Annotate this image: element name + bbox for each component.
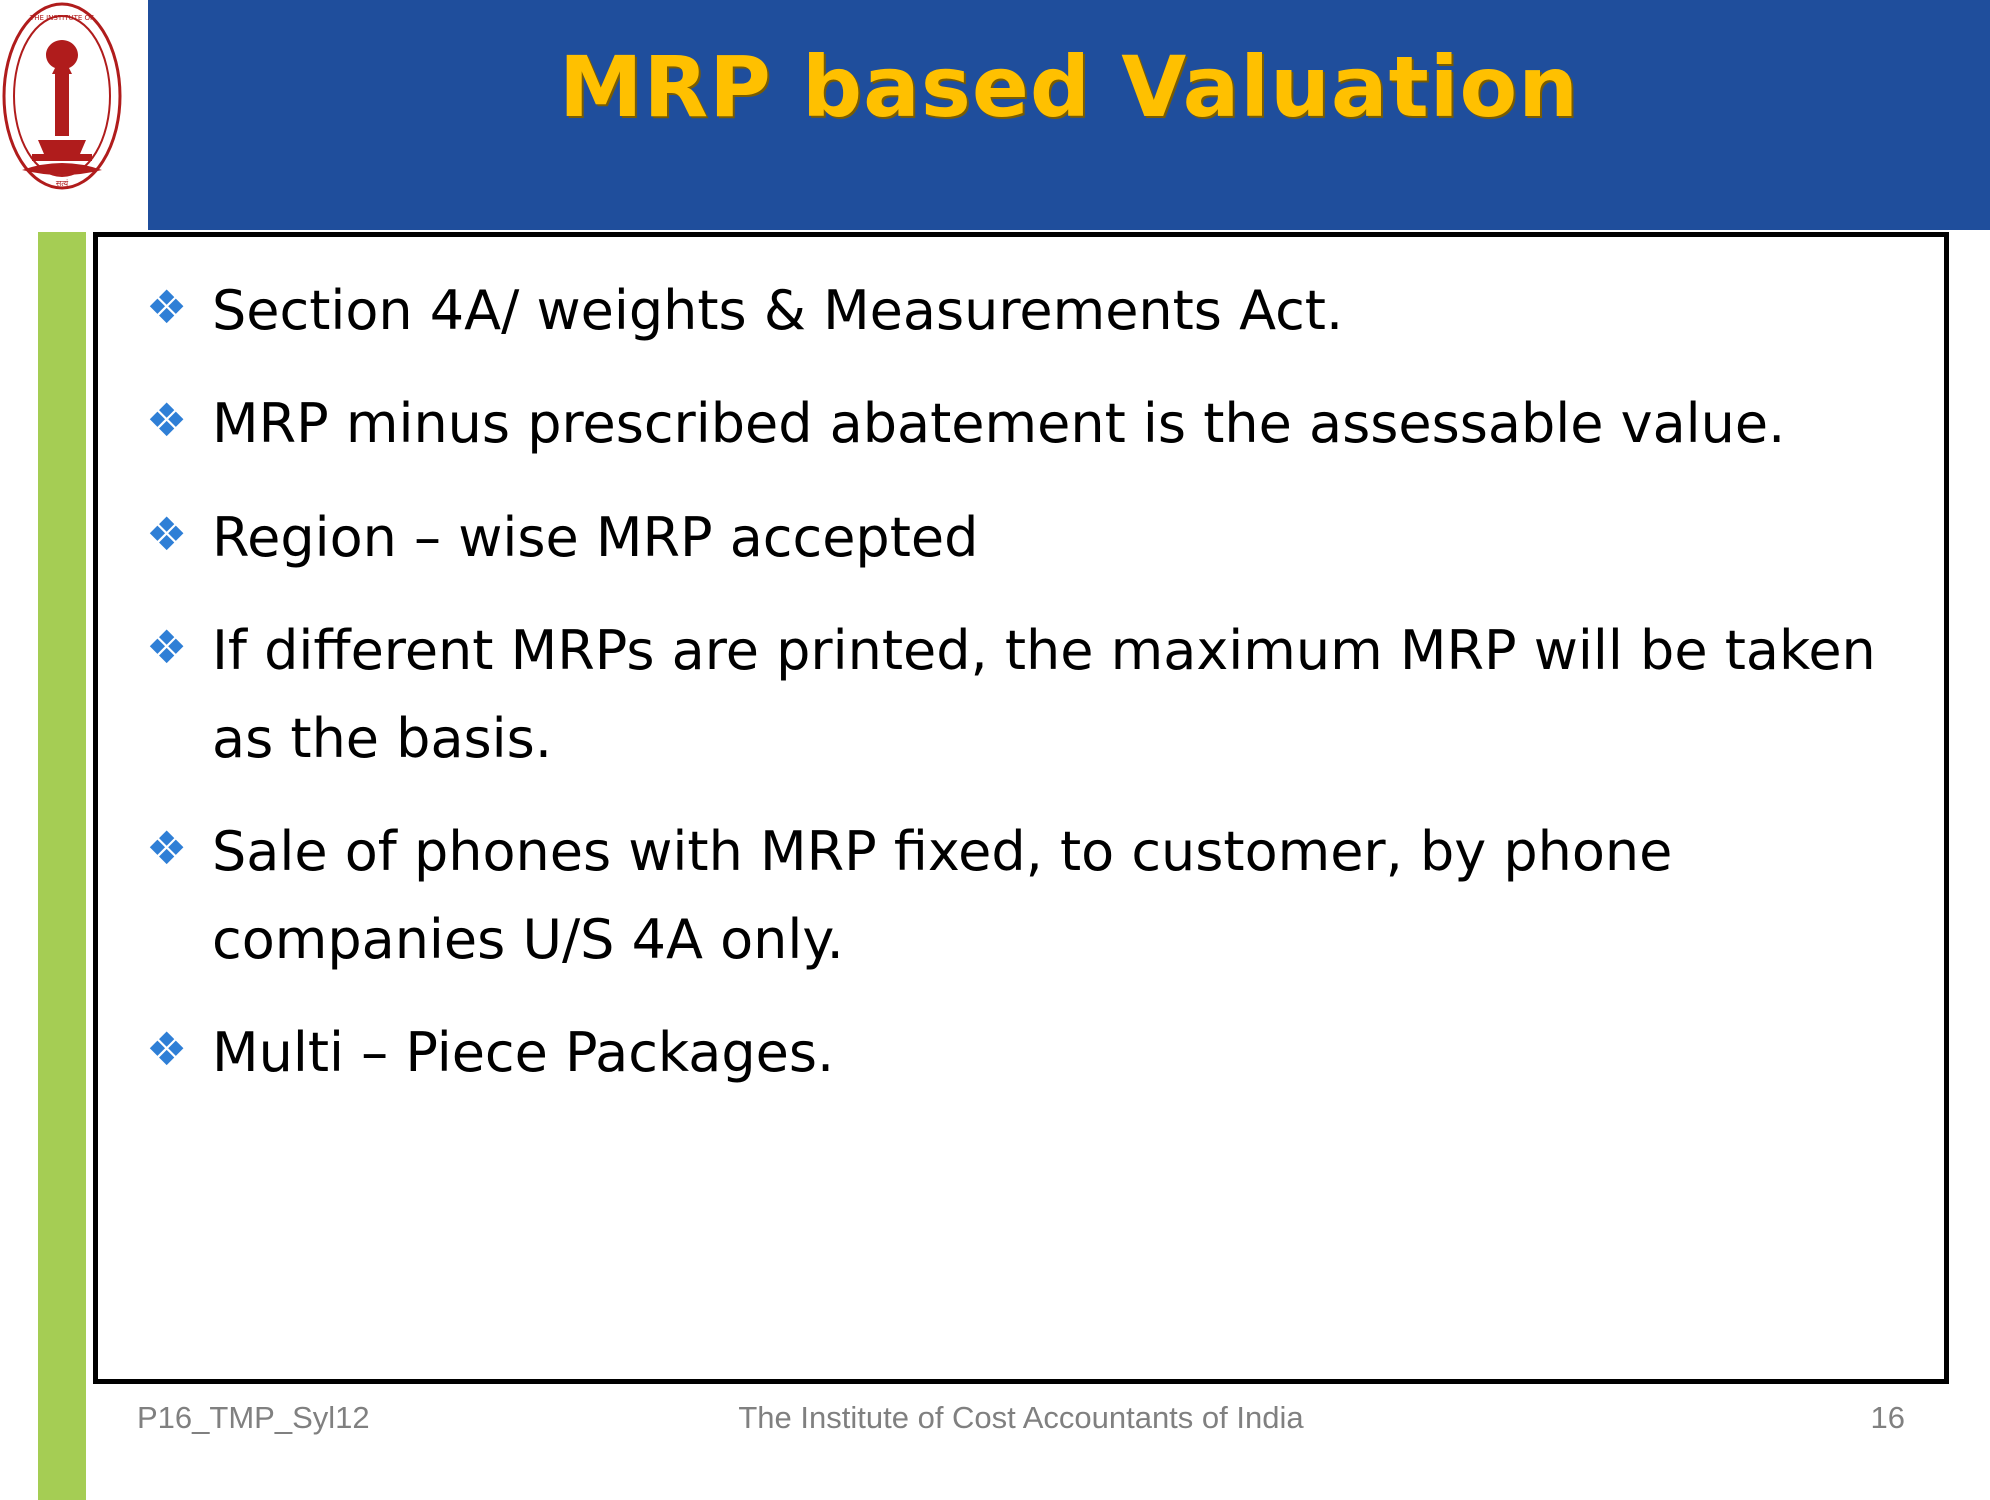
- list-item-text: Multi – Piece Packages.: [212, 1021, 835, 1085]
- list-item-text: Region – wise MRP accepted: [212, 505, 979, 569]
- bullet-marker-icon: ❖: [146, 280, 188, 334]
- list-item: [132, 494, 1900, 581]
- list-item: [132, 808, 1900, 983]
- list-item-text: MRP minus prescribed abatement is the assessable value.: [212, 392, 1786, 456]
- list-item: [132, 267, 1900, 354]
- svg-text:सत्यं: सत्यं: [55, 179, 69, 188]
- title-band: [148, 0, 1990, 230]
- svg-text:THE INSTITUTE OF: THE INSTITUTE OF: [29, 14, 95, 22]
- page-title: MRP based Valuation: [558, 38, 1580, 136]
- bullet-marker-icon: ❖: [146, 620, 188, 675]
- institute-logo: [0, 0, 148, 232]
- list-item-text: If different MRPs are printed, the maximum MRP will be taken as the basis.: [212, 619, 1876, 770]
- bullet-marker-icon: ❖: [146, 1022, 188, 1077]
- footer-organisation: The Institute of Cost Accountants of India: [738, 1400, 1304, 1435]
- list-item-text: Section 4A/ weights & Measurements Act.: [212, 279, 1344, 342]
- content-panel: [93, 232, 1949, 1384]
- slide-footer: [93, 1388, 1949, 1458]
- bullet-marker-icon: ❖: [146, 393, 188, 448]
- list-item: [132, 607, 1900, 782]
- bullet-marker-icon: ❖: [146, 506, 188, 561]
- bullet-list: [132, 267, 1900, 1097]
- bullet-marker-icon: ❖: [146, 821, 188, 876]
- left-accent-bar: [38, 232, 86, 1500]
- footer-course-code: P16_TMP_Syl12: [137, 1400, 370, 1435]
- list-item: [132, 1009, 1900, 1096]
- footer-page-number: 16: [1870, 1400, 1905, 1435]
- list-item-text: Sale of phones with MRP fixed, to customer, by phone companies U/S 4A only.: [212, 820, 1673, 971]
- list-item: [132, 380, 1900, 467]
